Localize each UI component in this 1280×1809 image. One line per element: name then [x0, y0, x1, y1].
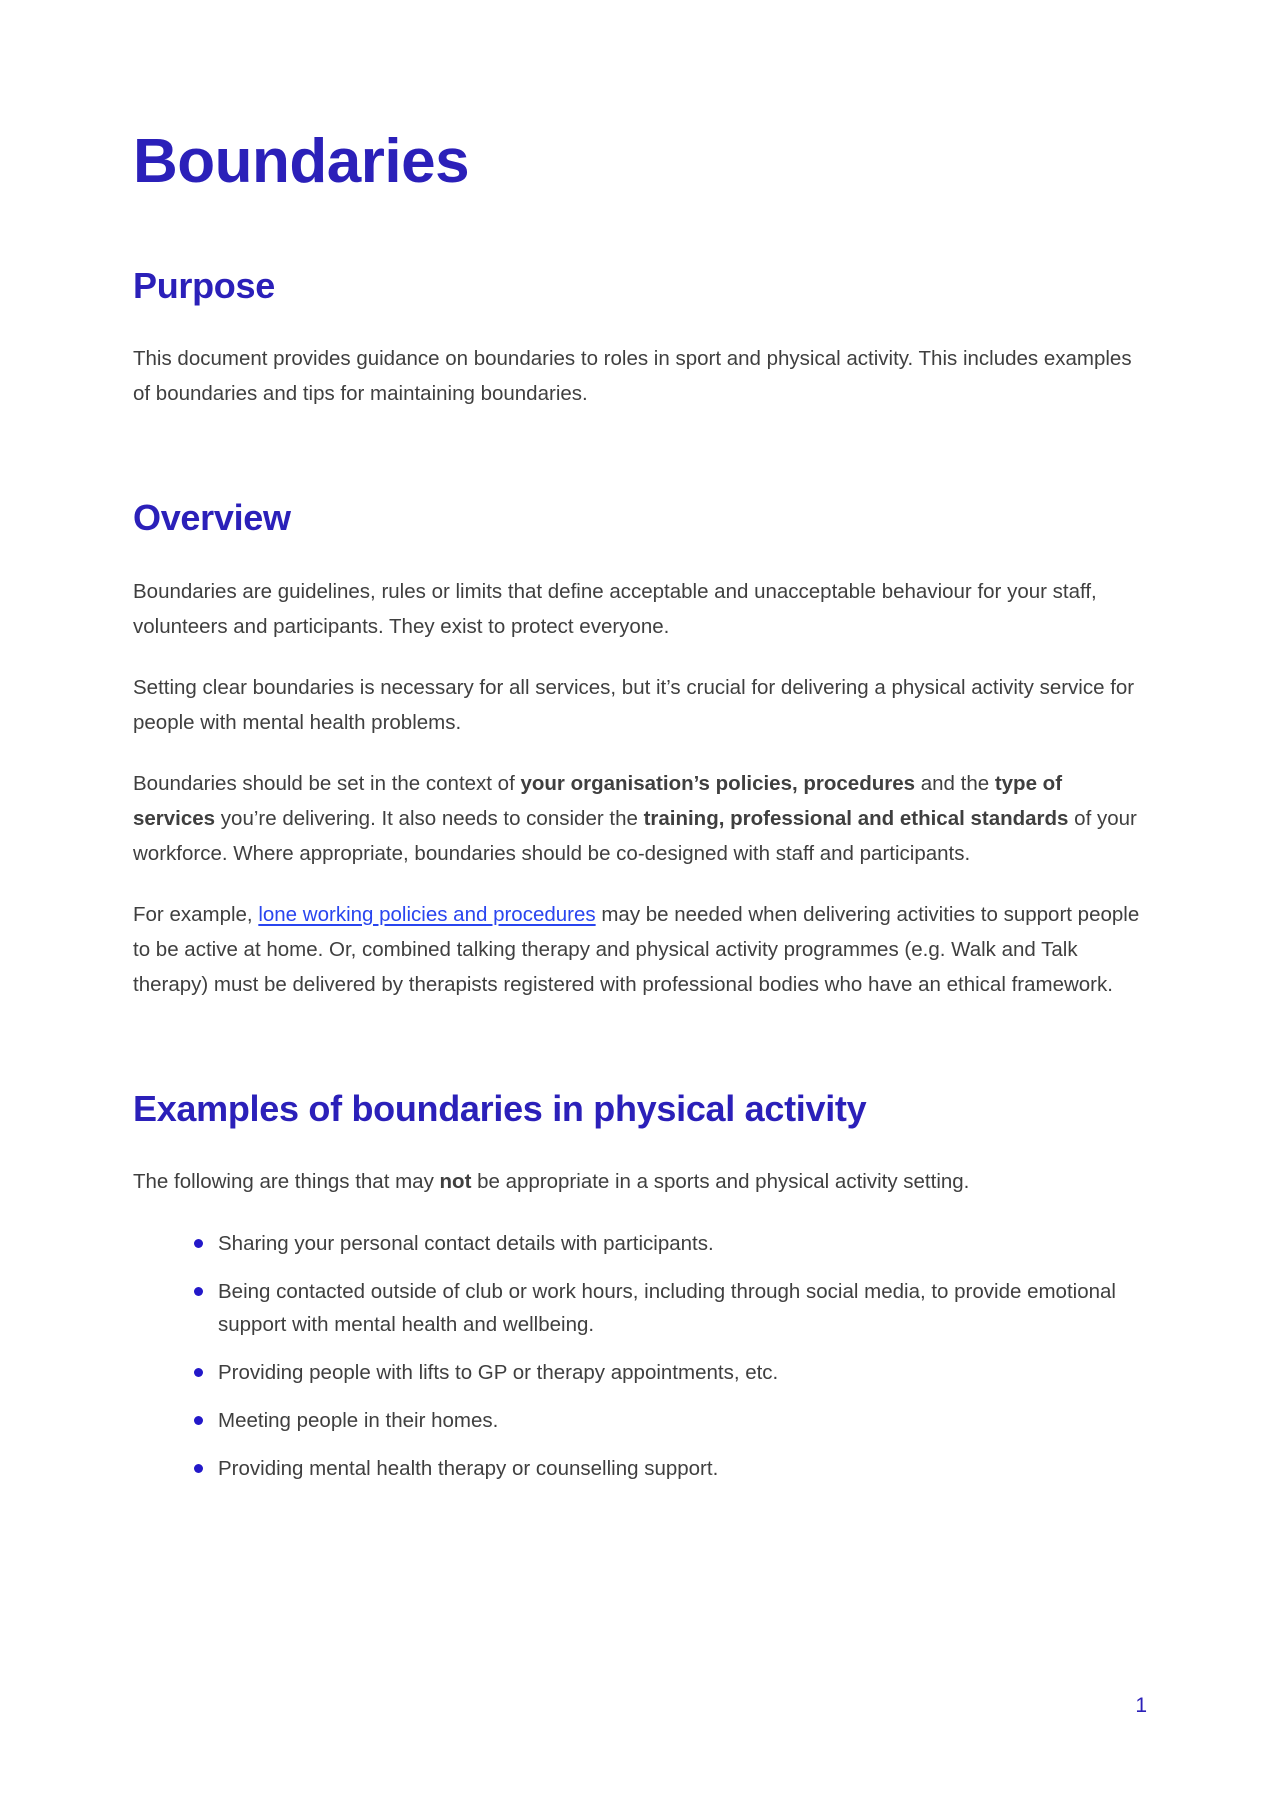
bullet-item: Meeting people in their homes. [218, 1404, 1147, 1437]
bullet-item: Providing people with lifts to GP or therapy appointments, etc. [218, 1356, 1147, 1389]
overview-paragraph-2 [133, 670, 1147, 740]
document-title: Boundaries [133, 127, 470, 196]
text-segment: Boundaries should be set in the context of [133, 771, 521, 795]
section-heading-purpose: Purpose [133, 265, 275, 307]
overview-paragraph-4 [133, 897, 1147, 1002]
text-segment: For example, [133, 902, 259, 926]
text-segment: may be needed when delivering activities to support people to be active at home. Or, combined talking therapy and physical activity programmes (e.g. Walk and Talk therapy) must be delivered by therapists registered with professional bodies who have an ethical framework. [133, 902, 1140, 996]
bold-text-segment: training, professional and ethical standards [643, 806, 1069, 830]
examples-intro-paragraph [133, 1164, 1147, 1199]
text-segment: you’re delivering. It also needs to consider the [215, 806, 644, 830]
section-examples [133, 1087, 1147, 1485]
bullet-item: Being contacted outside of club or work hours, including through social media, to provide emotional support with mental health and wellbeing. [218, 1275, 1147, 1341]
bold-text-segment: not [439, 1169, 472, 1193]
section-purpose [133, 264, 1147, 411]
text-segment: The following are things that may [133, 1169, 440, 1193]
page-footer [1135, 1694, 1147, 1718]
page-number: 1 [1135, 1694, 1147, 1717]
overview-paragraph-1 [133, 574, 1147, 644]
bold-text-segment: type of services [133, 771, 1063, 830]
text-segment: and the [915, 771, 995, 795]
text-segment: This document provides guidance on boundaries to roles in sport and physical activity. This includes examples of boundaries and tips for maintaining boundaries. [133, 347, 1132, 406]
bold-text-segment: your organisation’s policies, procedures [520, 771, 916, 795]
text-segment: of your workforce. Where appropriate, boundaries should be co-designed with staff and participants. [133, 806, 1137, 865]
text-segment: Boundaries are guidelines, rules or limits that define acceptable and unacceptable behaviour for your staff, volunteers and participants. They exist to protect everyone. [133, 579, 1097, 638]
bullet-item: Sharing your personal contact details with participants. [218, 1227, 1147, 1260]
section-overview [133, 496, 1147, 1001]
section-heading-overview: Overview [133, 497, 291, 539]
text-segment: Setting clear boundaries is necessary for all services, but it’s crucial for delivering a physical activity service for people with mental health problems. [133, 675, 1135, 734]
overview-paragraph-3 [133, 766, 1147, 871]
section-heading-examples: Examples of boundaries in physical activity [133, 1087, 867, 1129]
text-segment: be appropriate in a sports and physical activity setting. [471, 1169, 970, 1193]
purpose-paragraph [133, 341, 1147, 411]
bullet-list [133, 1227, 1147, 1485]
bullet-item: Providing mental health therapy or counselling support. [218, 1452, 1147, 1485]
inline-link[interactable]: lone working policies and procedures [258, 902, 596, 926]
